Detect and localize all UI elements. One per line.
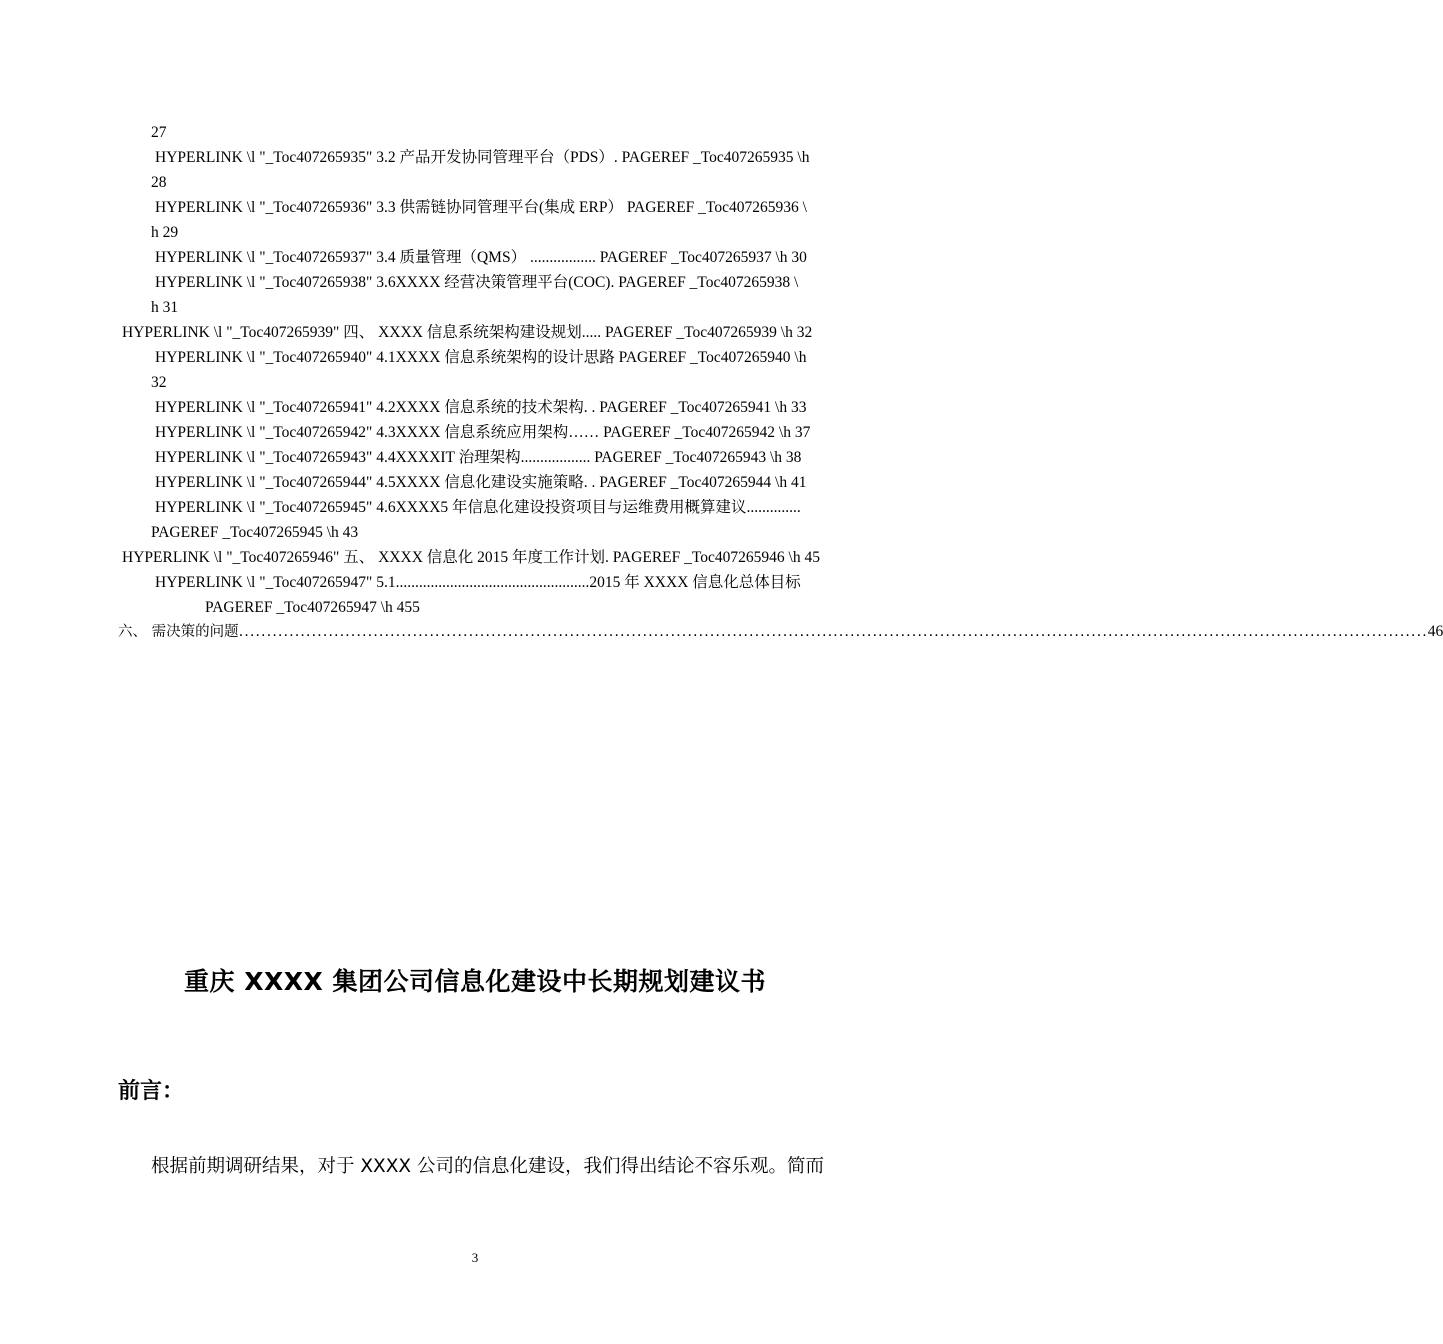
toc-line: h 29 (151, 224, 179, 241)
toc-line[interactable]: HYPERLINK \l "_Toc407265945" 4.6XXXX5 年信息化建设投资项目与运维费用概算建议.............. (155, 499, 801, 516)
toc-line[interactable]: HYPERLINK \l "_Toc407265943" 4.4XXXXIT 治理架构.................. PAGEREF _Toc407265943 \h 38 (155, 449, 802, 466)
preface-heading: 前言： (118, 1079, 185, 1104)
toc-entry-decision-issues[interactable] (118, 620, 1443, 641)
toc-line: 27 (151, 124, 167, 141)
toc-line[interactable]: HYPERLINK \l "_Toc407265939" 四、 XXXX 信息系统架构建设规划..... PAGEREF _Toc407265939 \h 32 (122, 324, 813, 341)
toc-line: PAGEREF _Toc407265945 \h 43 (151, 524, 359, 541)
toc-entry-label: 六、 需决策的问题 (118, 624, 239, 640)
toc-line[interactable]: HYPERLINK \l "_Toc407265936" 3.3 供需链协同管理平台(集成 ERP） PAGEREF _Toc407265936 \ (155, 199, 807, 216)
toc-line[interactable]: HYPERLINK \l "_Toc407265938" 3.6XXXX 经营决策管理平台(COC). PAGEREF _Toc407265938 \ (155, 274, 799, 291)
toc-line: h 31 (151, 299, 179, 316)
toc-line[interactable]: HYPERLINK \l "_Toc407265937" 3.4 质量管理（QMS） ................. PAGEREF _Toc407265937 \h 30 (155, 249, 807, 266)
toc-line: PAGEREF _Toc407265947 \h 455 (205, 599, 420, 616)
page-number: 3 (471, 1250, 479, 1265)
toc-line[interactable]: HYPERLINK \l "_Toc407265941" 4.2XXXX 信息系统的技术架构. . PAGEREF _Toc407265941 \h 33 (155, 399, 807, 416)
toc-line[interactable]: HYPERLINK \l "_Toc407265944" 4.5XXXX 信息化建设实施策略. . PAGEREF _Toc407265944 \h 41 (155, 474, 807, 491)
toc-line[interactable]: HYPERLINK \l "_Toc407265942" 4.3XXXX 信息系统应用架构…… PAGEREF _Toc407265942 \h 37 (155, 424, 811, 441)
toc-line[interactable]: HYPERLINK \l "_Toc407265946" 五、 XXXX 信息化 2015 年度工作计划. PAGEREF _Toc407265946 \h 45 (122, 549, 820, 566)
document-title: 重庆 XXXX 集团公司信息化建设中长期规划建议书 (183, 967, 766, 996)
toc-leader-dots: .................................................................................................................................................................................................................... (238, 624, 1428, 640)
toc-line: 28 (151, 174, 167, 191)
toc-line[interactable]: HYPERLINK \l "_Toc407265940" 4.1XXXX 信息系统架构的设计思路 PAGEREF _Toc407265940 \h (155, 349, 807, 366)
toc-line[interactable]: HYPERLINK \l "_Toc407265935" 3.2 产品开发协同管理平台（PDS）. PAGEREF _Toc407265935 \h (155, 149, 810, 166)
toc-entry-page: 46 (1427, 623, 1443, 640)
toc-line: 32 (151, 374, 167, 391)
preface-paragraph: 根据前期调研结果，对于 XXXX 公司的信息化建设，我们得出结论不容乐观。简而 (151, 1156, 824, 1177)
toc-line[interactable]: HYPERLINK \l "_Toc407265947" 5.1..................................................2015 年 XXXX 信息化总体目标 (155, 574, 801, 591)
